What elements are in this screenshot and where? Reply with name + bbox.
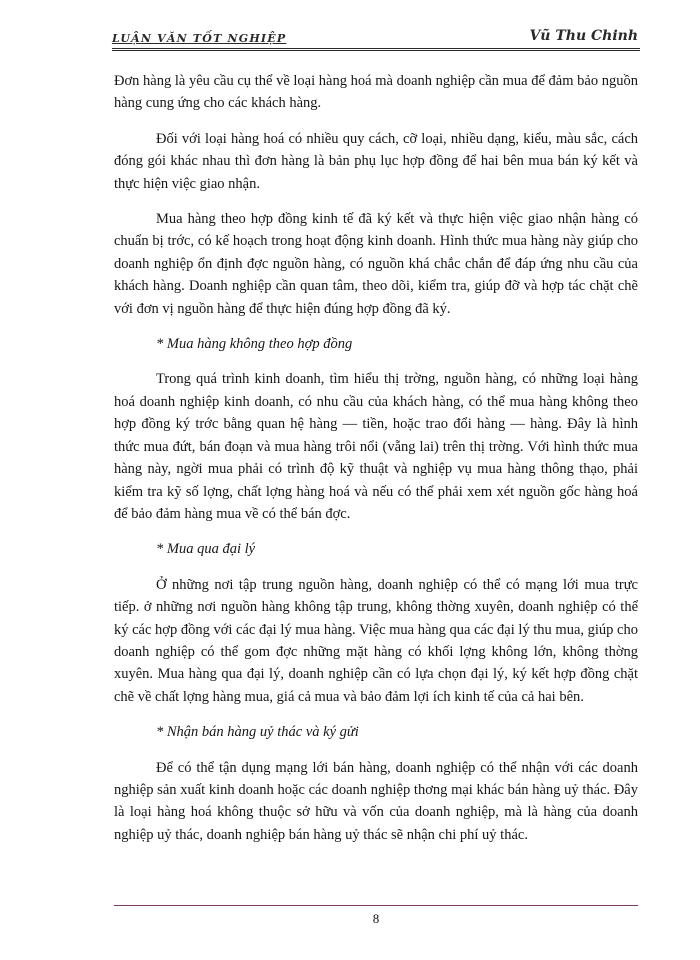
paragraph-purchase-without-contract: Trong quá trình kinh doanh, tìm hiểu thị trờng, nguồn hàng, có những loại hàng hoá doanh nghiệp kinh doanh, có nhu cầu của khách hàng, có thể mua hàng không theo hợp đồng ký trớc bằng quan hệ hàng — tiền, hoặc trao đổi hàng — hàng. Đây là hình thức mua đứt, bán đoạn và mua hàng trôi nổi (vẵng lai) trên thị trờng. Với hình thức mua hàng này, ngời mua phải có trình độ kỹ thuật và nghiệp vụ mua hàng thông thạo, phải kiểm tra kỹ số lợng, chất lợng hàng hoá và nếu có thể phải xem xét nguồn gốc hàng hoá để bảo đảm hàng mua về có thể bán đợc. bbox=[114, 371, 638, 522]
paragraph-order-definition: Đơn hàng là yêu cầu cụ thể về loại hàng hoá mà doanh nghiệp cần mua để đảm bảo nguồn hàng cung ứng cho các khách hàng. bbox=[114, 73, 638, 112]
header-thesis-title: LUẬN VĂN TỐT NGHIỆP bbox=[112, 32, 287, 45]
paragraph-consignment-sales: Để có thể tận dụng mạng lới bán hàng, doanh nghiệp có thể nhận với các doanh nghiệp sản xuất kinh doanh hoặc các doanh nghiệp thơng mại khác bán hàng uỷ thác. Đây là loại hàng hoá không thuộc sở hữu và vốn của doanh nghiệp, mà là hàng của doanh nghiệp uỷ thác, doanh nghiệp bán hàng uỷ thác sẽ nhận chi phí uỷ thác. bbox=[114, 759, 638, 843]
header-author-name: Vũ Thu Chinh bbox=[529, 28, 638, 44]
paragraph-order-appendix: Đối với loại hàng hoá có nhiều quy cách, cỡ loại, nhiều dạng, kiểu, màu sắc, cách đóng gói khác nhau thì đơn hàng là bản phụ lục hợp đồng để hai bên mua bán ký kết và thực hiện việc giao nhận. bbox=[114, 130, 638, 192]
header-divider bbox=[112, 48, 640, 51]
heading-purchase-via-agent: * Mua qua đại lý bbox=[156, 541, 256, 558]
page-header bbox=[112, 24, 640, 50]
paragraph-contract-purchase: Mua hàng theo hợp đồng kinh tế đã ký kết và thực hiện việc giao nhận hàng có chuẩn bị trớc, có kế hoạch trong hoạt động kinh doanh. Hình thức mua hàng này giúp cho doanh nghiệp ổn định đợc nguồn hàng, có nguồn khá chắc chắn để đáp ứng nhu cầu của khách hàng. Doanh nghiệp cần quan tâm, theo dõi, kiểm tra, giúp đỡ và hợp tác chặt chẽ với đơn vị nguồn hàng để thực hiện đúng hợp đồng đã ký. bbox=[114, 211, 638, 317]
footer-divider bbox=[114, 905, 638, 906]
paragraph-purchase-via-agent: Ở những nơi tập trung nguồn hàng, doanh nghiệp có thể có mạng lới mua trực tiếp. ở những nơi nguồn hàng không tập trung, không thờng xuyên, doanh nghiệp có thể ký các hợp đồng với các đại lý mua hàng. Việc mua hàng qua các đại lý thu mua, giúp cho doanh nghiệp có thể gom đợc những mặt hàng có khối lợng không lớn, không thờng xuyên. Mua hàng qua đại lý, doanh nghiệp cần có lựa chọn đại lý, ký kết hợp đồng chặt chẽ về chất lợng hàng mua, giá cả mua và bảo đảm lợi ích kinh tế của cả hai bên. bbox=[114, 576, 638, 705]
page-number: 8 bbox=[372, 911, 380, 926]
heading-consignment-sales: * Nhận bán hàng uỷ thác và ký gửi bbox=[156, 724, 359, 741]
heading-purchase-without-contract: * Mua hàng không theo hợp đồng bbox=[156, 336, 353, 353]
document-body bbox=[114, 70, 638, 859]
